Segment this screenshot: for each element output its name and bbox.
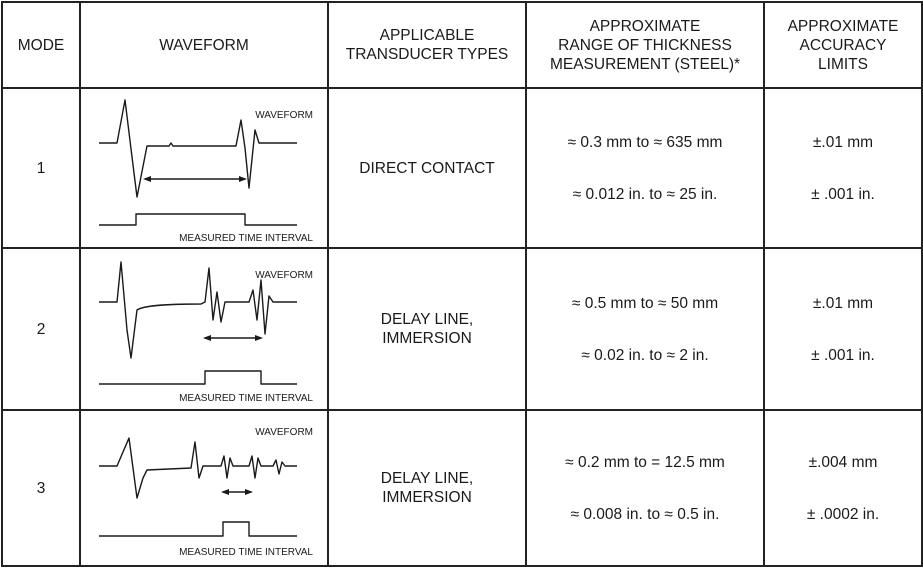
waveform-diagram-mode-3 bbox=[81, 412, 327, 564]
table-row bbox=[2, 248, 922, 410]
interval-label: MEASURED TIME INTERVAL bbox=[179, 547, 313, 558]
waveform-cell bbox=[80, 410, 328, 566]
range-cell: ≈ 0.5 mm to ≈ 50 mm ≈ 0.02 in. to ≈ 2 in. bbox=[526, 248, 764, 410]
interval-label: MEASURED TIME INTERVAL bbox=[179, 393, 313, 404]
time-interval-pulse bbox=[99, 214, 297, 225]
accuracy-cell: ±.01 mm ± .001 in. bbox=[764, 248, 922, 410]
waveform-label: WAVEFORM bbox=[255, 270, 313, 281]
waveform-cell bbox=[80, 88, 328, 248]
waveform-diagram-mode-2 bbox=[81, 250, 327, 408]
waveform-label: WAVEFORM bbox=[255, 427, 313, 438]
transducer-cell: DIRECT CONTACT bbox=[328, 88, 526, 248]
mode-cell: 3 bbox=[2, 410, 80, 566]
transducer-cell: DELAY LINE, IMMERSION bbox=[328, 248, 526, 410]
interval-label: MEASURED TIME INTERVAL bbox=[179, 233, 313, 244]
header-range: APPROXIMATE RANGE OF THICKNESS MEASUREMENT (STEEL)* bbox=[526, 2, 764, 88]
time-interval-pulse bbox=[99, 371, 297, 384]
header-accuracy: APPROXIMATE ACCURACY LIMITS bbox=[764, 2, 922, 88]
range-cell: ≈ 0.3 mm to ≈ 635 mm ≈ 0.012 in. to ≈ 25 in. bbox=[526, 88, 764, 248]
accuracy-cell: ±.01 mm ± .001 in. bbox=[764, 88, 922, 248]
accuracy-cell: ±.004 mm ± .0002 in. bbox=[764, 410, 922, 566]
thickness-mode-table bbox=[1, 1, 923, 567]
header-mode: MODE bbox=[2, 2, 80, 88]
header-row bbox=[2, 2, 922, 88]
mode-cell: 2 bbox=[2, 248, 80, 410]
waveform-label: WAVEFORM bbox=[255, 110, 313, 121]
range-cell: ≈ 0.2 mm to = 12.5 mm ≈ 0.008 in. to ≈ 0.5 in. bbox=[526, 410, 764, 566]
header-transducer: APPLICABLE TRANSDUCER TYPES bbox=[328, 2, 526, 88]
waveform-trace bbox=[99, 438, 297, 498]
transducer-cell: DELAY LINE, IMMERSION bbox=[328, 410, 526, 566]
time-interval-pulse bbox=[99, 522, 297, 536]
table-row bbox=[2, 410, 922, 566]
mode-cell: 1 bbox=[2, 88, 80, 248]
waveform-diagram-mode-1 bbox=[81, 90, 327, 246]
waveform-cell bbox=[80, 248, 328, 410]
header-waveform: WAVEFORM bbox=[80, 2, 328, 88]
table-row bbox=[2, 88, 922, 248]
